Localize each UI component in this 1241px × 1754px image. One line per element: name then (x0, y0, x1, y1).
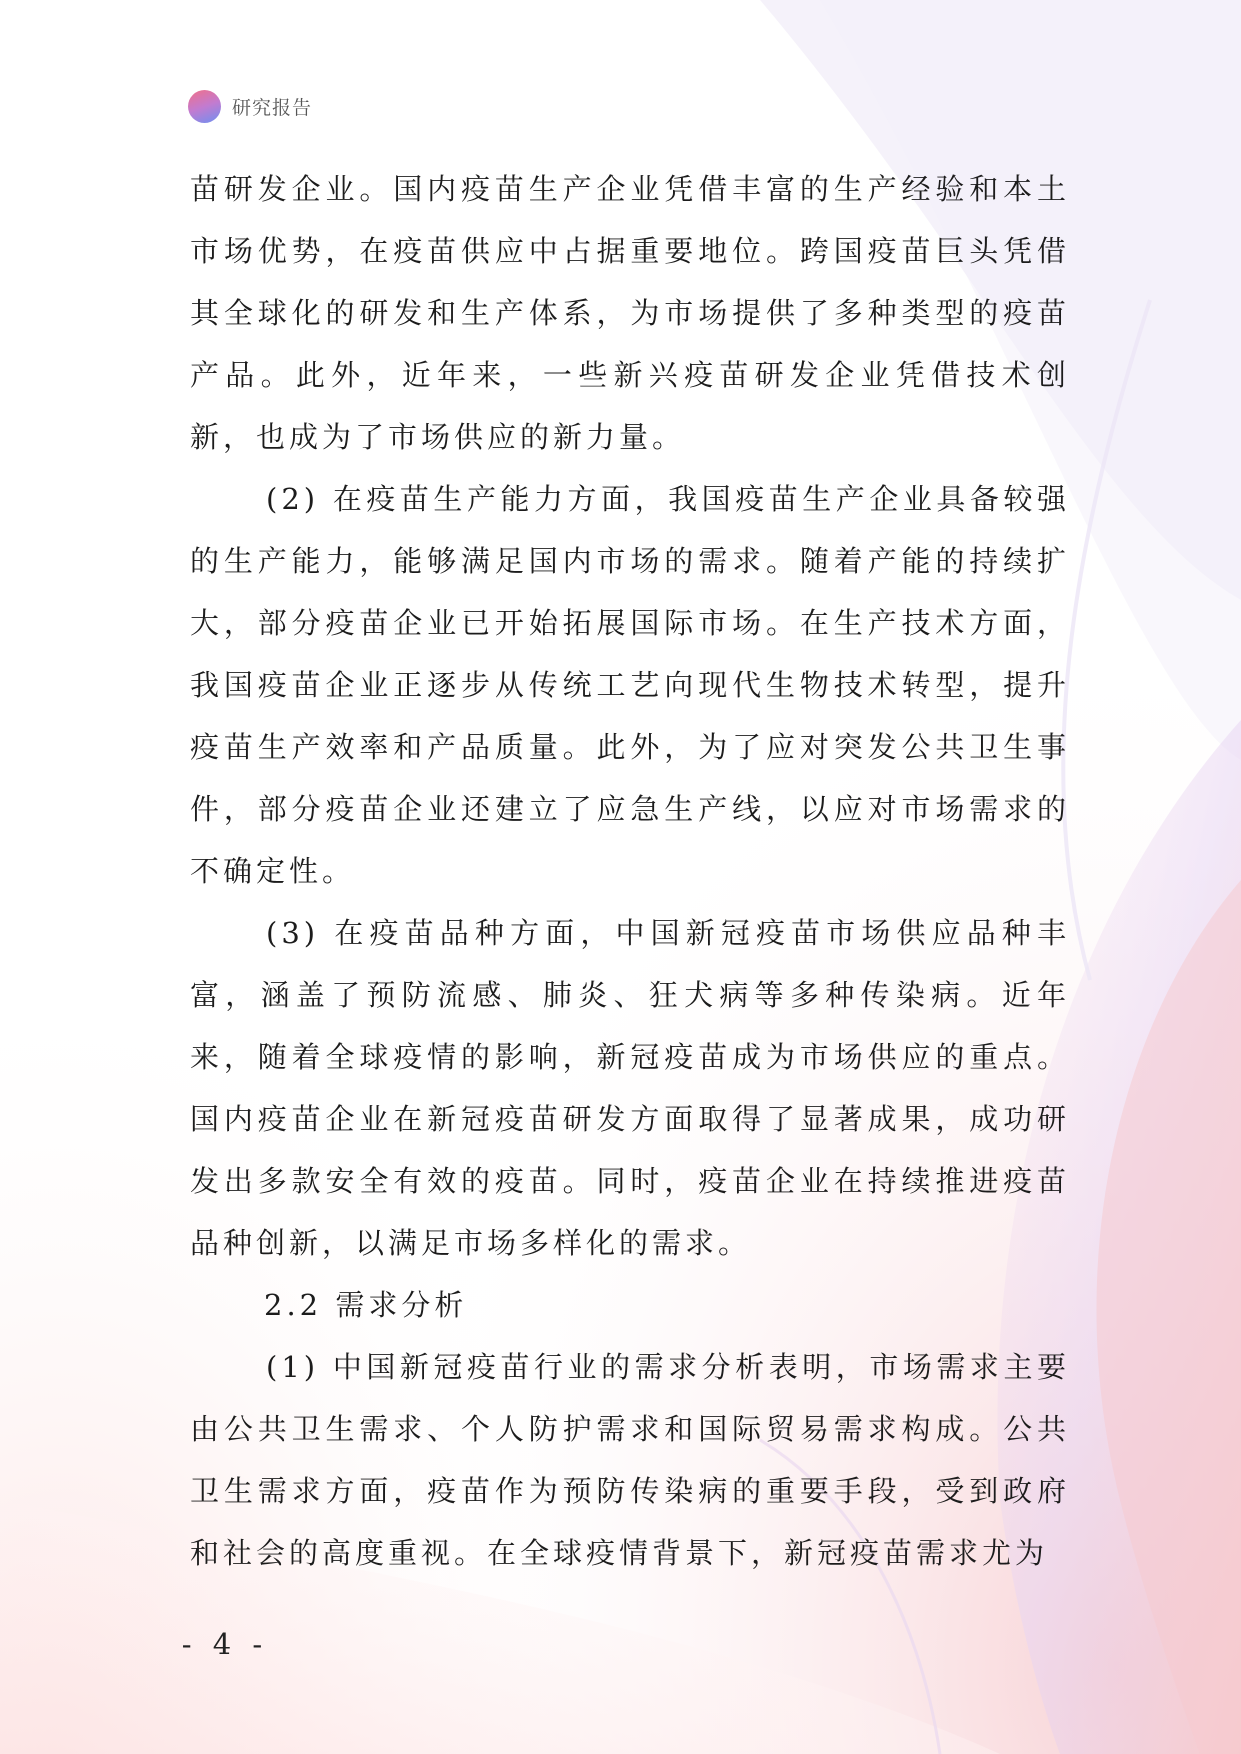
body-paragraph: (3) 在疫苗品种方面，中国新冠疫苗市场供应品种丰富，涵盖了预防流感、肺炎、狂犬病等多种传染病。近年来，随着全球疫情的影响，新冠疫苗成为市场供应的重点。国内疫苗企业在新冠疫苗研发方面取得了显著成果，成功研发出多款安全有效的疫苗。同时，疫苗企业在持续推进疫苗品种创新，以满足市场多样化的需求。 (190, 916, 1070, 1260)
body-paragraph: 苗研发企业。国内疫苗生产企业凭借丰富的生产经验和本土市场优势，在疫苗供应中占据重要地位。跨国疫苗巨头凭借其全球化的研发和生产体系，为市场提供了多种类型的疫苗产品。此外，近年来，一些新兴疫苗研发企业凭借技术创新，也成为了市场供应的新力量。 (190, 172, 1070, 454)
page-footer (0, 1627, 450, 1661)
page-number: - 4 - (181, 1627, 269, 1661)
document-body (190, 158, 1070, 1584)
logo-circle-icon (188, 90, 221, 123)
body-paragraph: (1) 中国新冠疫苗行业的需求分析表明，市场需求主要由公共卫生需求、个人防护需求和国际贸易需求构成。公共卫生需求方面，疫苗作为预防传染病的重要手段，受到政府和社会的高度重视。在全球疫情背景下，新冠疫苗需求尤为 (190, 1350, 1070, 1570)
report-header (188, 89, 312, 123)
body-paragraph: (2) 在疫苗生产能力方面，我国疫苗生产企业具备较强的生产能力，能够满足国内市场的需求。随着产能的持续扩大，部分疫苗企业已开始拓展国际市场。在生产技术方面，我国疫苗企业正逐步从传统工艺向现代生物技术转型，提升疫苗生产效率和产品质量。此外，为了应对突发公共卫生事件，部分疫苗企业还建立了应急生产线，以应对市场需求的不确定性。 (190, 482, 1070, 888)
section-heading: 2.2 需求分析 (264, 1288, 468, 1322)
header-title: 研究报告 (232, 96, 313, 119)
